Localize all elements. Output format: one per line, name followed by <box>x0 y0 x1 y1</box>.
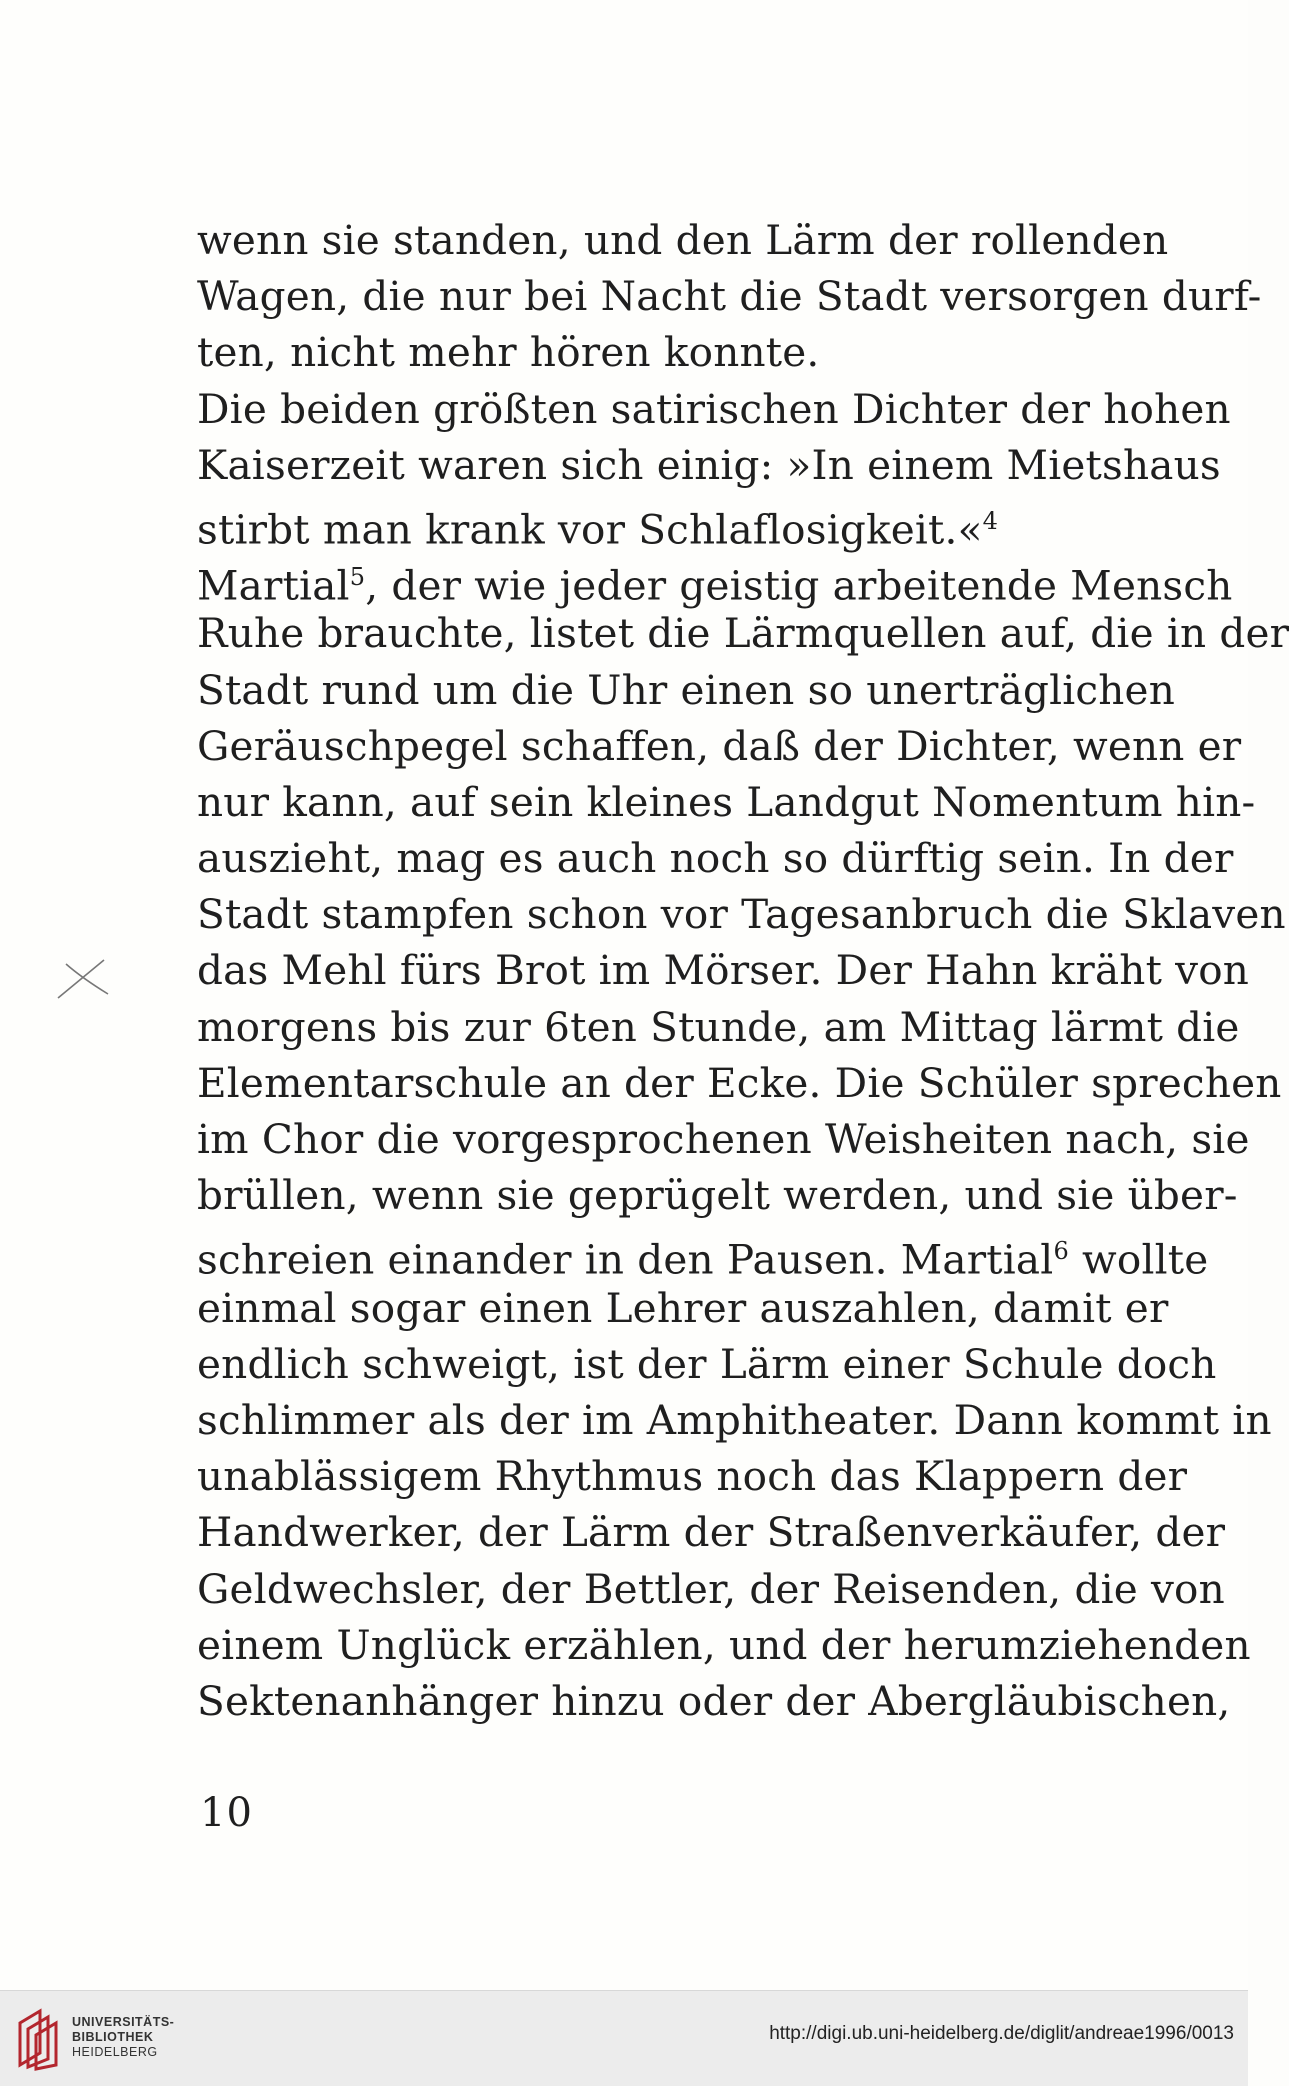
text-line: morgens bis zur 6ten Stunde, am Mittag lärmt die <box>197 1002 1240 1051</box>
text-line: unablässigem Rhythmus noch das Klappern der <box>197 1452 1188 1501</box>
footnote-marker: 5 <box>349 563 366 592</box>
text-line: ten, nicht mehr hören konnte. <box>197 328 820 377</box>
text-line: Wagen, die nur bei Nacht die Stadt versorgen durf- <box>197 272 1262 321</box>
text-line: wenn sie standen, und den Lärm der rollenden <box>197 216 1169 264</box>
text-line: schlimmer als der im Amphitheater. Dann kommt in <box>197 1395 1272 1444</box>
text-line: einmal sogar einen Lehrer auszahlen, damit er <box>197 1283 1169 1332</box>
text-line: Stadt rund um die Uhr einen so unerträglichen <box>197 665 1175 714</box>
text-segment: , der wie jeder geistig arbeitende Mensch <box>365 561 1233 610</box>
library-name-line: HEIDELBERG <box>72 2045 158 2059</box>
body-text <box>197 212 1289 1729</box>
text-line: brüllen, wenn sie geprügelt werden, und sie über- <box>197 1171 1238 1220</box>
footnote-marker: 6 <box>1053 1237 1069 1266</box>
text-line <box>197 493 1122 554</box>
text-segment: Martial <box>197 561 350 610</box>
text-segment: stirbt man krank vor Schlaflosigkeit.« <box>197 505 983 554</box>
pencil-cross-mark <box>52 950 112 1010</box>
text-line: Stadt stampfen schon vor Tagesanbruch die Sklaven <box>197 890 1286 939</box>
digitization-footer <box>0 1990 1248 2086</box>
university-library-logo-icon[interactable] <box>12 2007 62 2071</box>
text-line: Die beiden größten satirischen Dichter der hohen <box>197 384 1231 433</box>
text-line: auszieht, mag es auch noch so dürftig sein. In der <box>197 834 1234 883</box>
text-line: einem Unglück erzählen, und der herumziehenden <box>197 1620 1251 1669</box>
text-line: Handwerker, der Lärm der Straßenverkäufer, der <box>197 1508 1226 1557</box>
text-line: Ruhe brauchte, listet die Lärmquellen auf, die in der <box>197 609 1289 658</box>
library-name-line: BIBLIOTHEK <box>72 2030 154 2044</box>
text-line: im Chor die vorgesprochenen Weisheiten nach, sie <box>197 1115 1250 1163</box>
text-line: Geldwechsler, der Bettler, der Reisenden, die von <box>197 1564 1225 1613</box>
text-line: Elementarschule an der Ecke. Die Schüler sprechen <box>197 1058 1282 1107</box>
library-name <box>72 2015 174 2060</box>
text-line: nur kann, auf sein kleines Landgut Nomentum hin- <box>197 777 1256 826</box>
source-url-link[interactable]: http://digi.ub.uni-heidelberg.de/diglit/andreae1996/0013 <box>769 2023 1234 2044</box>
text-line <box>197 549 1233 610</box>
text-line: endlich schweigt, ist der Lärm einer Schule doch <box>197 1339 1217 1388</box>
text-line: Kaiserzeit waren sich einig: »In einem Mietshaus <box>197 440 1221 489</box>
text-segment: schreien einander in den Pausen. Martial <box>197 1235 1054 1284</box>
library-name-line: UNIVERSITÄTS- <box>72 2015 175 2029</box>
text-line: das Mehl fürs Brot im Mörser. Der Hahn kräht von <box>197 946 1250 995</box>
text-line <box>197 1223 1209 1284</box>
text-line: Geräuschpegel schaffen, daß der Dichter, wenn er <box>197 721 1242 770</box>
text-line: Sektenanhänger hinzu oder der Abergläubischen, <box>197 1676 1231 1725</box>
text-segment: wollte <box>1068 1235 1209 1284</box>
footnote-marker: 4 <box>982 506 999 535</box>
page-number: 10 <box>200 1790 253 1836</box>
